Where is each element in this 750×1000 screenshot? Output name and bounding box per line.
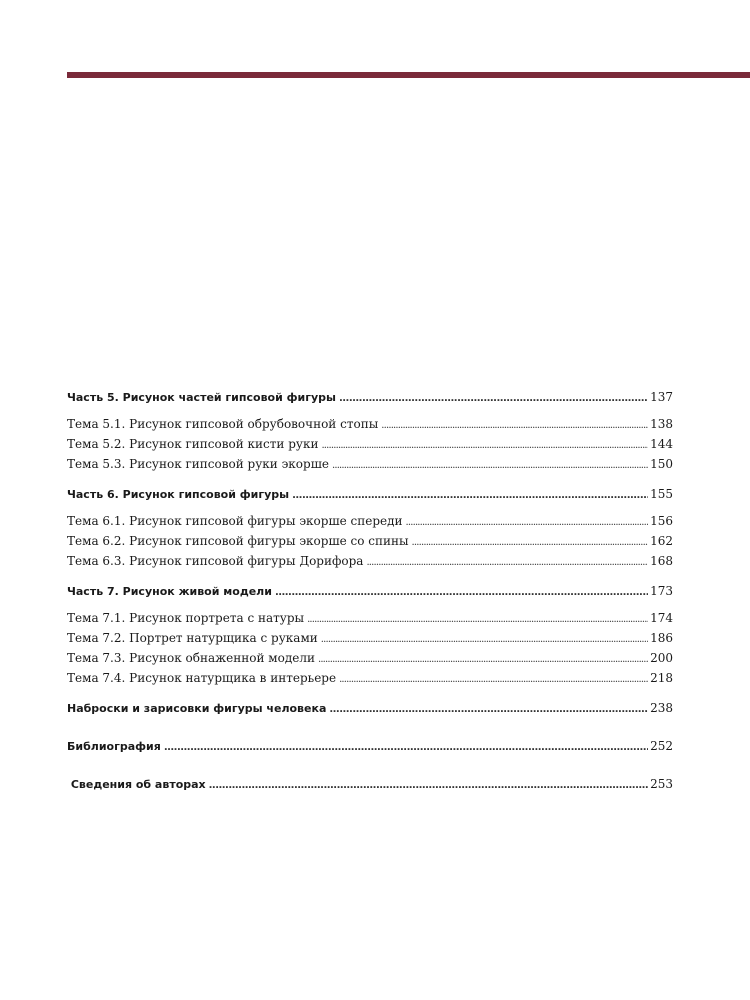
toc-entry-label: Тема 5.1. Рисунок гипсовой обрубовочной стопы — [67, 417, 379, 431]
toc-page-number: 200 — [650, 651, 673, 665]
toc-page-number: 238 — [650, 701, 673, 715]
toc-entry-label: Тема 6.1. Рисунок гипсовой фигуры экорше спереди — [67, 514, 403, 528]
toc-entry-topic-7-1[interactable] — [67, 609, 673, 627]
dot-leader — [164, 739, 648, 757]
toc-entry-label: Наброски и зарисовки фигуры человека — [67, 702, 327, 715]
dot-leader — [412, 534, 649, 552]
toc-entry-part-5[interactable] — [67, 388, 673, 406]
toc-entry-about-authors[interactable] — [67, 775, 673, 793]
toc-entry-label: Тема 5.2. Рисунок гипсовой кисти руки — [67, 437, 319, 451]
toc-page-number: 162 — [650, 534, 673, 548]
toc-entry-label: Тема 5.3. Рисунок гипсовой руки экорше — [67, 457, 329, 471]
toc-entry-sketches[interactable] — [67, 699, 673, 717]
toc-entry-topic-7-3[interactable] — [67, 649, 673, 667]
top-decorative-rule — [67, 72, 750, 78]
toc-entry-label: Часть 6. Рисунок гипсовой фигуры — [67, 488, 290, 501]
dot-leader — [366, 554, 648, 572]
toc-entry-topic-7-4[interactable] — [67, 669, 673, 687]
toc-page-number: 150 — [650, 457, 673, 471]
toc-entry-label: Тема 7.4. Рисунок натурщика в интерьере — [67, 671, 337, 685]
toc-page-number: 168 — [650, 554, 673, 568]
toc-page-number: 186 — [650, 631, 673, 645]
dot-leader — [339, 390, 648, 408]
toc-entry-label: Тема 6.3. Рисунок гипсовой фигуры Дорифора — [67, 554, 364, 568]
dot-leader — [275, 584, 648, 602]
toc-entry-label: Тема 7.2. Портрет натурщика с руками — [67, 631, 318, 645]
dot-leader — [209, 777, 648, 795]
toc-entry-topic-6-1[interactable] — [67, 512, 673, 530]
dot-leader — [332, 457, 648, 475]
dot-leader — [292, 487, 648, 505]
dot-leader — [381, 417, 648, 435]
toc-page-number: 137 — [650, 390, 673, 404]
toc-entry-topic-5-1[interactable] — [67, 415, 673, 433]
toc-entry-label: Тема 7.1. Рисунок портрета с натуры — [67, 611, 305, 625]
dot-leader — [318, 651, 648, 669]
toc-entry-bibliography[interactable] — [67, 737, 673, 755]
dot-leader — [321, 631, 648, 649]
dot-leader — [321, 437, 648, 455]
toc-page-number: 138 — [650, 417, 673, 431]
toc-page-number: 155 — [650, 487, 673, 501]
dot-leader — [307, 611, 648, 629]
toc-entry-part-7[interactable] — [67, 582, 673, 600]
dot-leader — [329, 701, 648, 719]
toc-page-number: 253 — [650, 777, 673, 791]
toc-entry-topic-7-2[interactable] — [67, 629, 673, 647]
toc-entry-label: Часть 5. Рисунок частей гипсовой фигуры — [67, 391, 336, 404]
toc-page-number: 252 — [650, 739, 673, 753]
toc-page-number: 173 — [650, 584, 673, 598]
toc-page-number: 218 — [650, 671, 673, 685]
toc-entry-label: Тема 6.2. Рисунок гипсовой фигуры экорше со спины — [67, 534, 409, 548]
toc-page-number: 156 — [650, 514, 673, 528]
toc-entry-topic-5-2[interactable] — [67, 435, 673, 453]
toc-entry-label: Библиография — [67, 740, 161, 753]
toc-entry-label: Сведения об авторах — [67, 778, 206, 791]
toc-page-number: 174 — [650, 611, 673, 625]
toc-entry-topic-5-3[interactable] — [67, 455, 673, 473]
toc-entry-topic-6-2[interactable] — [67, 532, 673, 550]
dot-leader — [339, 671, 648, 689]
toc-entry-label: Тема 7.3. Рисунок обнаженной модели — [67, 651, 315, 665]
toc-entry-topic-6-3[interactable] — [67, 552, 673, 570]
toc-entry-part-6[interactable] — [67, 485, 673, 503]
toc-entry-label: Часть 7. Рисунок живой модели — [67, 585, 272, 598]
toc-page-number: 144 — [650, 437, 673, 451]
dot-leader — [406, 514, 649, 532]
